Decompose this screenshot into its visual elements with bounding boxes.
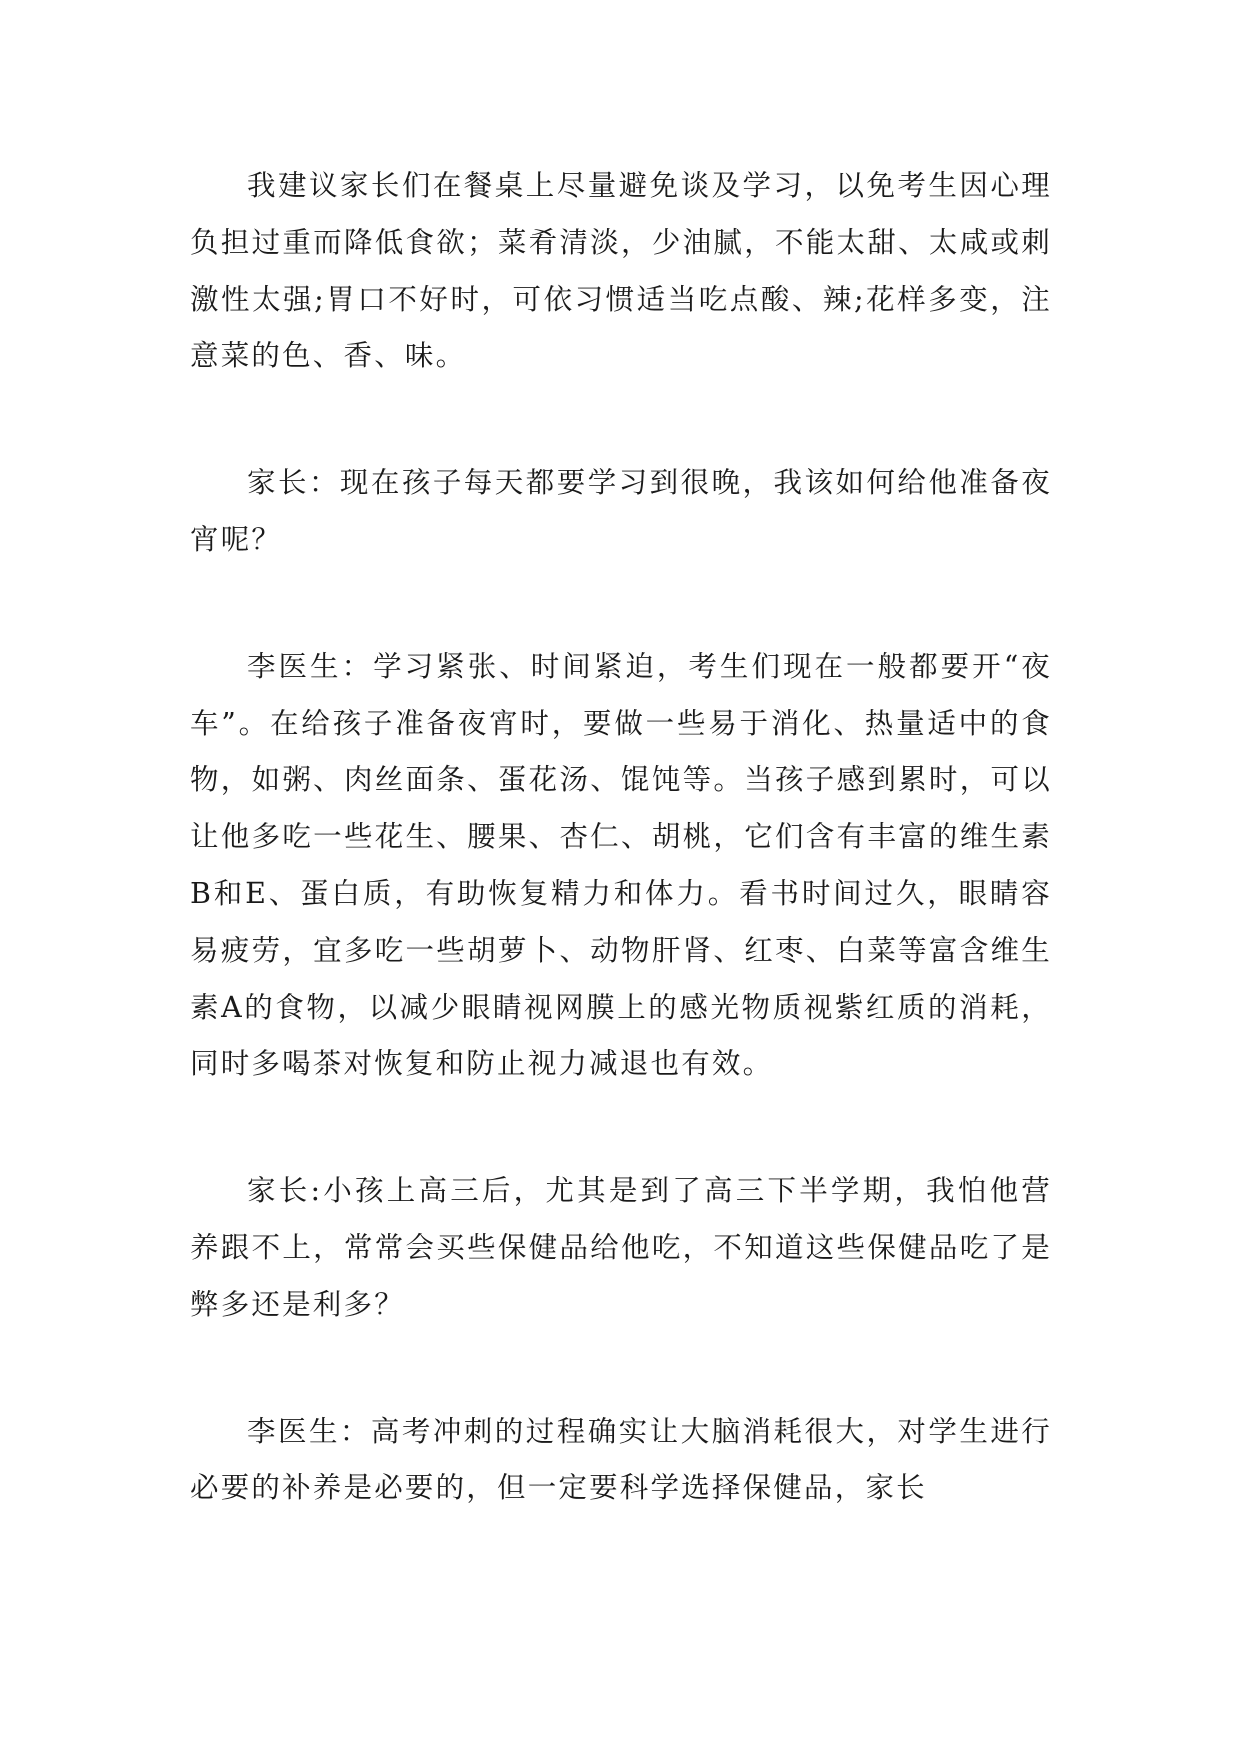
document-body	[190, 158, 1052, 1517]
paragraph-parent-question-late-snack: 家长：现在孩子每天都要学习到很晚，我该如何给他准备夜宵呢？	[190, 466, 1052, 556]
paragraph-doctor-answer-supplements: 李医生：高考冲刺的过程确实让大脑消耗很大，对学生进行必要的补养是必要的，但一定要科学选择保健品，家长	[190, 1414, 1052, 1505]
paragraph-meal-advice: 我建议家长们在餐桌上尽量避免谈及学习，以免考生因心理负担过重而降低食欲；菜肴清淡，少油腻，不能太甜、太咸或刺激性太强;胃口不好时，可依习惯适当吃点酸、辣;花样多变，注意菜的色、香、味。	[190, 169, 1052, 373]
paragraph-parent-question-supplements: 家长:小孩上高三后，尤其是到了高三下半学期，我怕他营养跟不上，常常会买些保健品给他吃，不知道这些保健品吃了是弊多还是利多？	[190, 1174, 1052, 1321]
paragraph-doctor-answer-late-snack: 李医生：学习紧张、时间紧迫，考生们现在一般都要开“夜车”。在给孩子准备夜宵时，要做一些易于消化、热量适中的食物，如粥、肉丝面条、蛋花汤、馄饨等。当孩子感到累时，可以让他多吃一些花生、腰果、杏仁、胡桃，它们含有丰富的维生素B和E、蛋白质，有助恢复精力和体力。看书时间过久，眼睛容易疲劳，宜多吃一些胡萝卜、动物肝肾、红枣、白菜等富含维生素A的食物，以减少眼睛视网膜上的感光物质视紫红质的消耗，同时多喝茶对恢复和防止视力减退也有效。	[190, 649, 1052, 1081]
